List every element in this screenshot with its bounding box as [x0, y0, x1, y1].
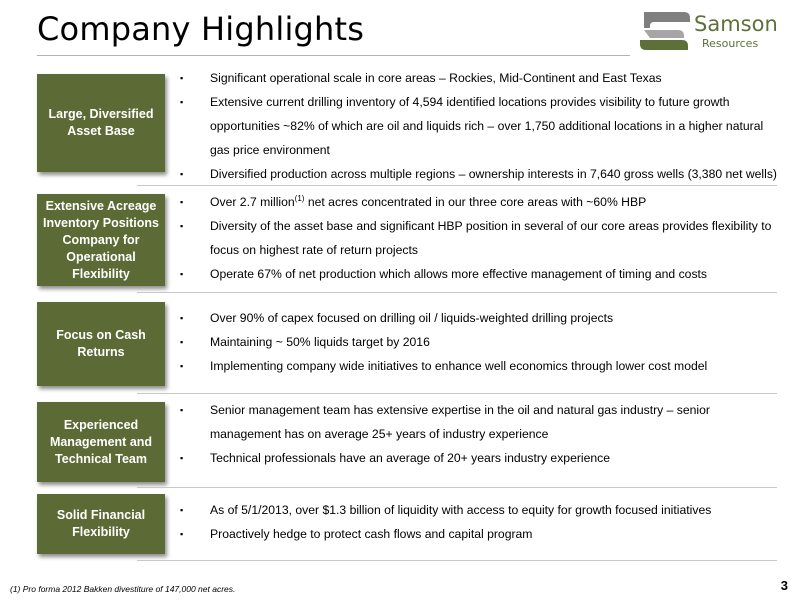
- section-label: Focus on Cash Returns: [37, 302, 165, 386]
- section-divider: [137, 185, 777, 186]
- bullet-list: [180, 498, 780, 546]
- section-label: Experienced Management and Technical Team: [37, 402, 165, 482]
- company-logo: [638, 8, 778, 52]
- bullet-item: ▪ Diversity of the asset base and significant HBP position in several of our core areas provides flexibility to focus on highest rate of return projects: [180, 214, 780, 262]
- footnote: (1) Pro forma 2012 Bakken divestiture of 147,000 net acres.: [10, 584, 236, 594]
- section-divider: [137, 560, 777, 561]
- bullet-item: ▪ Technical professionals have an average of 20+ years industry experience: [180, 446, 780, 470]
- bullet-item: ▪ Senior management team has extensive expertise in the oil and natural gas industry – senior management has on average 25+ years of industry experience: [180, 398, 780, 446]
- bullet-list: [180, 306, 780, 378]
- section-label: Extensive Acreage Inventory Positions Company for Operational Flexibility: [37, 194, 165, 286]
- title-divider: [37, 55, 630, 56]
- samson-logo-icon: [638, 8, 692, 52]
- section-label: Large, Diversified Asset Base: [37, 74, 165, 172]
- bullet-item: ▪ Extensive current drilling inventory of 4,594 identified locations provides visibility to future growth opportunities ~82% of which are oil and liquids rich – over 1,750 additional locations in a higher natural gas price environment: [180, 90, 780, 162]
- bullet-item: ▪ Implementing company wide initiatives to enhance well economics through lower cost model: [180, 354, 780, 378]
- page-number: 3: [780, 578, 788, 593]
- bullet-item: ▪ Over 2.7 million$^{(1)}$ net acres concentrated in our three core areas with ~60% HBP: [180, 190, 780, 214]
- bullet-item: ▪ Operate 67% of net production which allows more effective management of timing and costs: [180, 262, 780, 286]
- bullet-item: ▪ Over 90% of capex focused on drilling oil / liquids-weighted drilling projects: [180, 306, 780, 330]
- section-label: Solid Financial Flexibility: [37, 494, 165, 554]
- bullet-item: ▪ Diversified production across multiple regions – ownership interests in 7,640 gross wells (3,380 net wells): [180, 162, 780, 186]
- bullet-item: ▪ Maintaining ~ 50% liquids target by 2016: [180, 330, 780, 354]
- bullet-list: [180, 66, 780, 186]
- bullet-item: ▪ Proactively hedge to protect cash flows and capital program: [180, 522, 780, 546]
- bullet-item: ▪ As of 5/1/2013, over $1.3 billion of liquidity with access to equity for growth focused initiatives: [180, 498, 780, 522]
- logo-wordmark: Samson: [694, 12, 778, 36]
- footnote-ref: (1): [294, 193, 305, 203]
- bullet-list: [180, 398, 780, 470]
- section-divider: [137, 487, 777, 488]
- section-divider: [137, 393, 777, 394]
- section-divider: [137, 292, 777, 293]
- bullet-list: [180, 190, 780, 286]
- bullet-item: ▪ Significant operational scale in core areas – Rockies, Mid-Continent and East Texas: [180, 66, 780, 90]
- logo-subword: Resources: [702, 37, 759, 50]
- page-title: Company Highlights: [37, 10, 365, 48]
